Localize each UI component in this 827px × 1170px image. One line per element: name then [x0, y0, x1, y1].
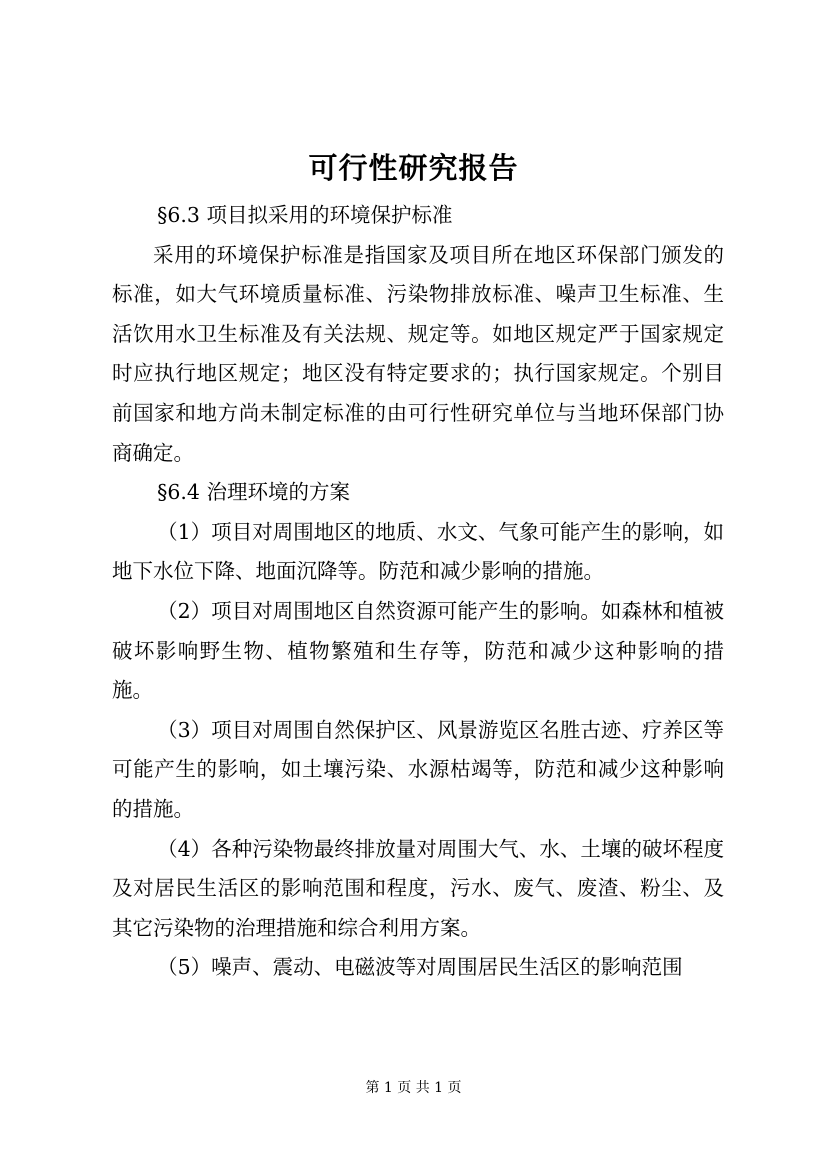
list-item-3: （3）项目对周围自然保护区、风景游览区名胜古迹、疗养区等可能产生的影响，如土壤污染、水源枯竭等，防范和减少这种影响的措施。	[112, 717, 724, 821]
document-title: 可行性研究报告	[308, 151, 519, 185]
list-item-5: （5）噪声、震动、电磁波等对周围居民生活区的影响范围	[157, 955, 683, 980]
page-number-footer: 第 1 页 共 1 页	[365, 1080, 462, 1096]
section-heading-6-4: §6.4 治理环境的方案	[157, 480, 350, 505]
list-item-2: （2）项目对周围地区自然资源可能产生的影响。如森林和植被破坏影响野生物、植物繁殖和生存等，防范和减少这种影响的措施。	[112, 598, 724, 703]
list-item-1: （1）项目对周围地区的地质、水文、气象可能产生的影响，如地下水位下降、地面沉降等。防范和减少影响的措施。	[112, 519, 724, 584]
list-item-4: （4）各种污染物最终排放量对周围大气、水、土壤的破坏程度及对居民生活区的影响范围和程度，污水、废气、废渣、粉尘、及其它污染物的治理措施和综合利用方案。	[112, 836, 724, 940]
section-heading-6-3: §6.3 项目拟采用的环境保护标准	[157, 203, 453, 227]
paragraph-standards: 采用的环境保护标准是指国家及项目所在地区环保部门颁发的标准，如大气环境质量标准、污染物排放标准、噪声卫生标准、生活饮用水卫生标准及有关法规、规定等。如地区规定严于国家规定时应执行地区规定；地区没有特定要求的；执行国家规定。个别目前国家和地方尚未制定标准的由可行性研究单位与当地环保部门协商确定。	[112, 242, 724, 465]
document-body	[112, 196, 724, 988]
